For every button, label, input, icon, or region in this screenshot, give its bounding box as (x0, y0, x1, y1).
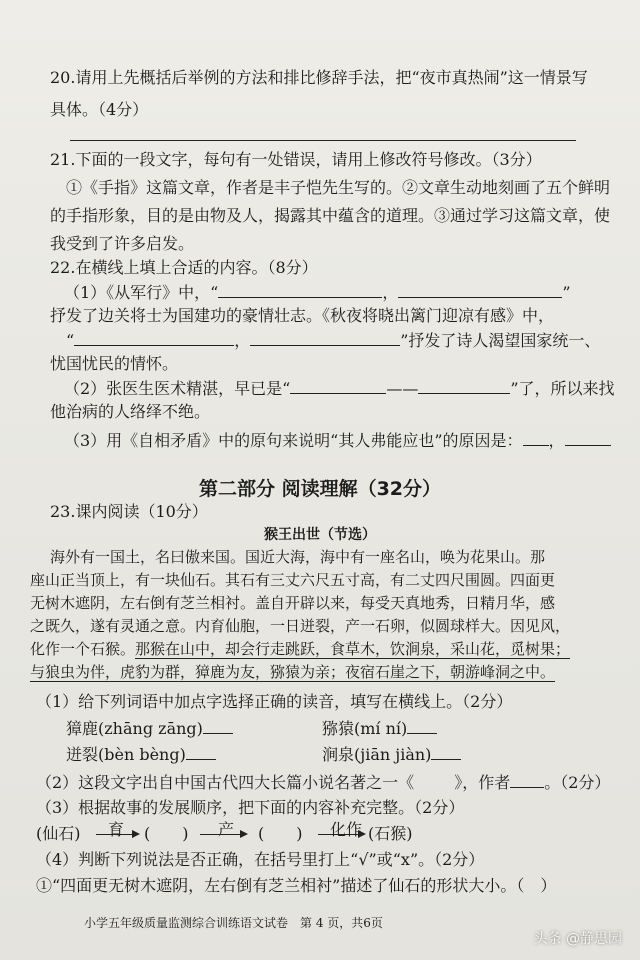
q22-p1-b: ， (382, 283, 399, 302)
q22-p2-c: ”了，所以来找 (510, 379, 615, 398)
q22-p2-line1 (64, 376, 624, 401)
q21-line1: ①《手指》这篇文章，作者是丰子恺先生写的。②文章生动地刻画了五个鲜明 (66, 178, 611, 197)
q23-sq1: （1）给下列词语中加点字选择正确的读音，填写在横线上。（2分） (36, 692, 513, 711)
q22-p1-blank3[interactable] (74, 328, 234, 346)
q23-sq2 (36, 770, 611, 795)
word-4-blank[interactable] (431, 742, 461, 760)
watermark: 头条 @静思园 (533, 931, 622, 947)
passage-title: 猴王出世（节选） (264, 527, 376, 543)
q22-p2-line2: 他治病的人络绎不绝。 (50, 402, 211, 421)
q23-sq2-c: 。（2分） (544, 773, 611, 792)
q22-p2-blank2[interactable] (418, 376, 510, 394)
passage-line-2: 座山正当顶上，有一块仙石。其石有三丈六尺五寸高，有二丈四尺围圆。四面更 (30, 571, 556, 589)
q23-sq4: （4）判断下列说法是否正确，在括号里打上“√”或“x”。（2分） (36, 850, 485, 869)
flow-start-text: (仙石) (36, 824, 81, 843)
q22-p1-a: （1）《从军行》中，“ (64, 283, 219, 302)
passage-line-5 (30, 638, 630, 661)
q23-sq2-a: （2）这段文字出自中国古代四大长篇小说名著之一《 (36, 773, 415, 792)
word-3-text: 迸裂(bèn bèng) (66, 745, 186, 764)
page-footer: 小学五年级质量监测综合训练语文试卷 第 4 页，共6页 (84, 916, 383, 930)
part2-title: 第二部分 阅读理解（32分） (198, 478, 442, 500)
q22-p1-line3-a: “ (66, 331, 75, 350)
q20-line2: 具体。（4分） (50, 100, 149, 119)
flow-arrow-3 (318, 834, 364, 835)
passage-line-1: 海外有一国土，名曰傲来国。国近大海，海中有一座名山，唤为花果山。那 (50, 548, 546, 566)
passage-line-3: 无树木遮阴，左右倒有芝兰相衬。盖自开辟以来，每受天真地秀，日精月华，感 (30, 594, 556, 612)
q22-p3 (64, 428, 624, 453)
passage-line-6 (30, 661, 630, 684)
q21-line3: 我受到了许多启发。 (50, 234, 195, 253)
flow-label-2: 产 (218, 820, 235, 839)
q22-p1-line3-b: ， (234, 331, 251, 350)
q22-p1-blank2[interactable] (398, 280, 562, 298)
word-1-blank[interactable] (203, 716, 233, 734)
word-2-text: 猕猿(mí ní) (322, 719, 408, 738)
flow-label-3: 化作 (330, 820, 363, 839)
flow-blank-2[interactable]: ( ) (258, 824, 303, 843)
word-1-text: 獐鹿(zhāng zāng) (66, 719, 203, 738)
q22-p3-blank2[interactable] (565, 428, 611, 446)
q22-p1-c: ” (562, 283, 571, 302)
q23-sq4-item1: ①“四面更无树木遮阴，左右倒有芝兰相衬”描述了仙石的形状大小。（ ） (36, 876, 557, 895)
q21-line2: 的手指形象，目的是由物及人，揭露其中蕴含的道理。③通过学习这篇文章，使 (50, 206, 611, 225)
word-1 (66, 716, 306, 741)
q23-stem: 23.课内阅读（10分） (50, 502, 208, 521)
q22-p1-line4: 忧国忧民的情怀。 (50, 354, 179, 373)
word-4-text: 涧泉(jiān jiàn) (322, 745, 432, 764)
passage-line6-underlined: 与狼虫为伴，虎豹为群，獐鹿为友，猕猿为亲；夜宿石崖之下，朝游峰洞之中。 (30, 663, 556, 681)
q22-p3-b: ， (548, 431, 565, 450)
q22-p2-a: （2）张医生医术精湛，早已是“ (64, 379, 291, 398)
word-3-blank[interactable] (186, 742, 216, 760)
q22-stem: 22.在横线上填上合适的内容。（8分） (50, 258, 318, 277)
q22-p1-line3-c: ”抒发了诗人渴望国家统一、 (400, 331, 601, 350)
flow-label-1: 育 (108, 820, 125, 839)
q23-sq3: （3）根据故事的发展顺序，把下面的内容补充完整。（2分） (36, 798, 465, 817)
q22-p2-b: —— (386, 379, 419, 398)
q20-line1: 20.请用上先概括后举例的方法和排比修辞手法，把“夜市真热闹”这一情景写 (50, 68, 588, 87)
passage-line-4: 之既久，遂有灵通之意。内育仙胞，一日迸裂，产一石卵，似圆球样大。因见风， (30, 617, 571, 635)
q22-p1-blank1[interactable] (218, 280, 382, 298)
q22-p1-line3 (66, 328, 626, 353)
flow-arrow-1 (96, 834, 138, 835)
q22-p3-blank1[interactable] (523, 428, 549, 446)
word-2-blank[interactable] (407, 716, 437, 734)
flow-end: (石猴) (368, 824, 413, 843)
word-2 (322, 716, 562, 741)
q22-p1-line1 (64, 280, 624, 305)
passage-line5-underlined: 那猴在山中，却会行走跳跃，食草木，饮涧泉，采山花，觅树果； (135, 640, 571, 658)
passage-line5-a: 化作一个石猴。 (30, 640, 136, 658)
word-3 (66, 742, 306, 767)
q20-answer-line[interactable] (70, 140, 576, 141)
q22-p2-blank1[interactable] (290, 376, 386, 394)
q22-p1-line2: 抒发了边关将士为国建功的豪情壮志。《秋夜将晓出篱门迎凉有感》中， (50, 306, 555, 325)
q22-p1-blank4[interactable] (250, 328, 400, 346)
q23-sq2-b: 》，作者 (454, 773, 511, 792)
q21-stem: 21.下面的一段文字，每句有一处错误，请用上修改符号修改。（3分） (50, 150, 542, 169)
q23-author-blank[interactable] (510, 770, 544, 788)
flow-blank-1[interactable]: ( ) (144, 824, 189, 843)
flow-arrow-2 (200, 834, 246, 835)
word-4 (322, 742, 562, 767)
q22-p3-a: （3）用《自相矛盾》中的原句来说明“其人弗能应也”的原因是： (64, 431, 523, 450)
